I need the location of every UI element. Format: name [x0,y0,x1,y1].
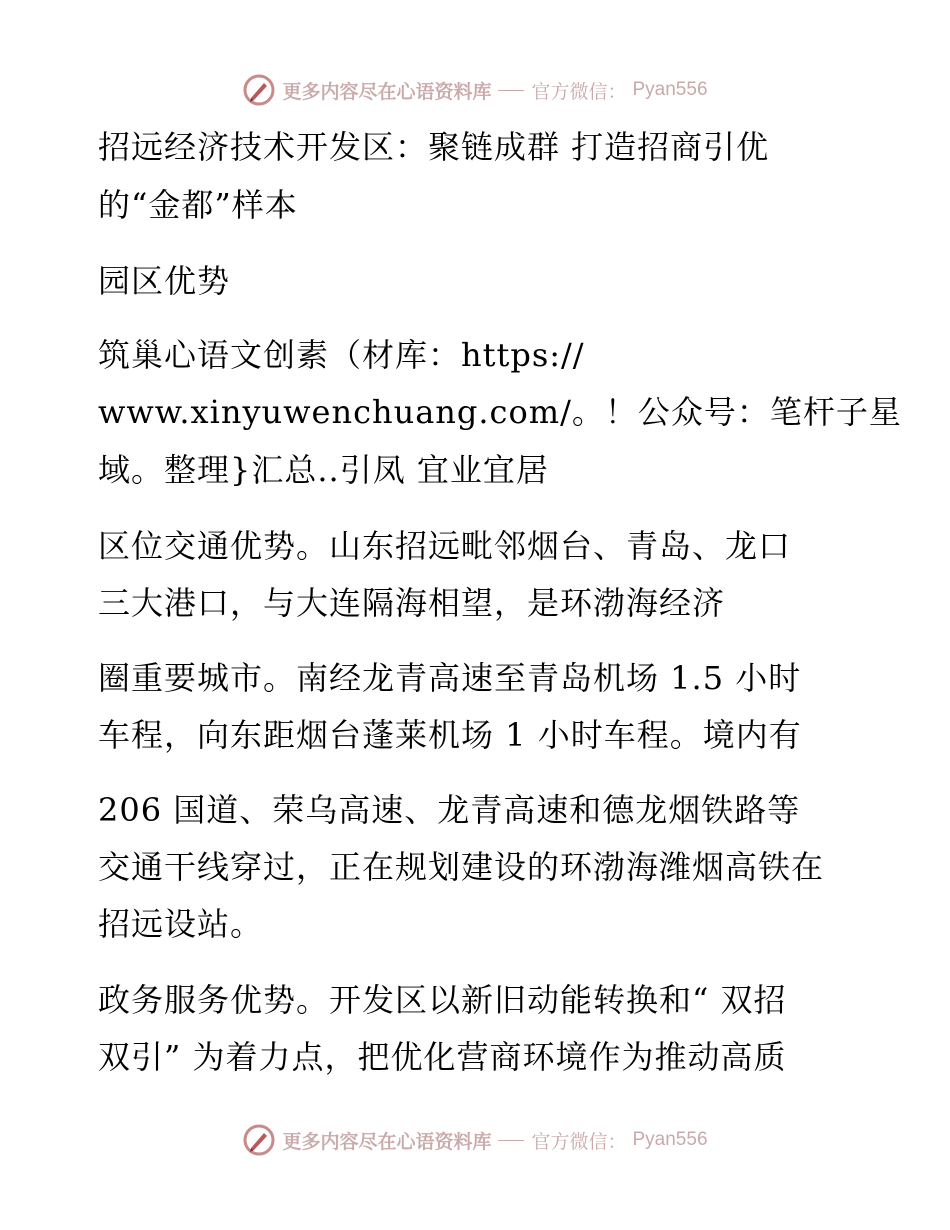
watermark-text: 更多内容尽在心语资料库 [282,1130,492,1153]
text-line: 区位交通优势。山东招远毗邻烟台、青岛、龙口 [98,527,792,565]
watermark-separator [498,90,524,91]
text-line: 206 国道、荣乌高速、龙青高速和德龙烟铁路等 [98,791,801,829]
footer-watermark [0,1120,950,1160]
text-line: 筑巢心语文创素（材库：https:// [98,336,585,374]
text-line: 园区优势 [98,262,231,300]
text-line: 三大港口，与大连隔海相望，是环渤海经济 [98,584,726,622]
watermark-wechat-label: 官方微信： [531,1130,627,1153]
text-line link-text: www.xinyuwenchuang.com/。！公众号：笔杆子星 [98,393,902,431]
watermark-wechat-handle: Pyan556 [632,1129,708,1150]
text-line: 圈重要城市。南经龙青高速至青岛机场 1.5 小时 [98,659,802,697]
text-line: 招远经济技术开发区：聚链成群 打造招商引优 [98,128,770,166]
watermark-wechat-label: 官方微信： [531,80,627,103]
pen-logo-icon [242,73,276,107]
watermark-text: 更多内容尽在心语资料库 [282,80,492,103]
text-line: 车程，向东距烟台蓬莱机场 1 小时车程。境内有 [98,716,802,754]
text-line: 招远设站。 [98,905,264,943]
watermark-separator [498,1140,524,1141]
text-line: 政务服务优势。开发区以新旧动能转换和“ 双招 [98,981,787,1019]
watermark-wechat-handle: Pyan556 [632,79,708,100]
header-watermark [0,70,950,110]
pen-logo-icon [242,1123,276,1157]
text-line: 交通干线穿过，正在规划建设的环渤海潍烟高铁在 [98,848,825,886]
text-line: 双引” 为着力点，把优化营商环境作为推动高质 [98,1038,787,1076]
text-line: 的“金都”样本 [98,186,298,224]
text-line: 域。整理}汇总..引凤 宜业宜居 [98,451,549,489]
